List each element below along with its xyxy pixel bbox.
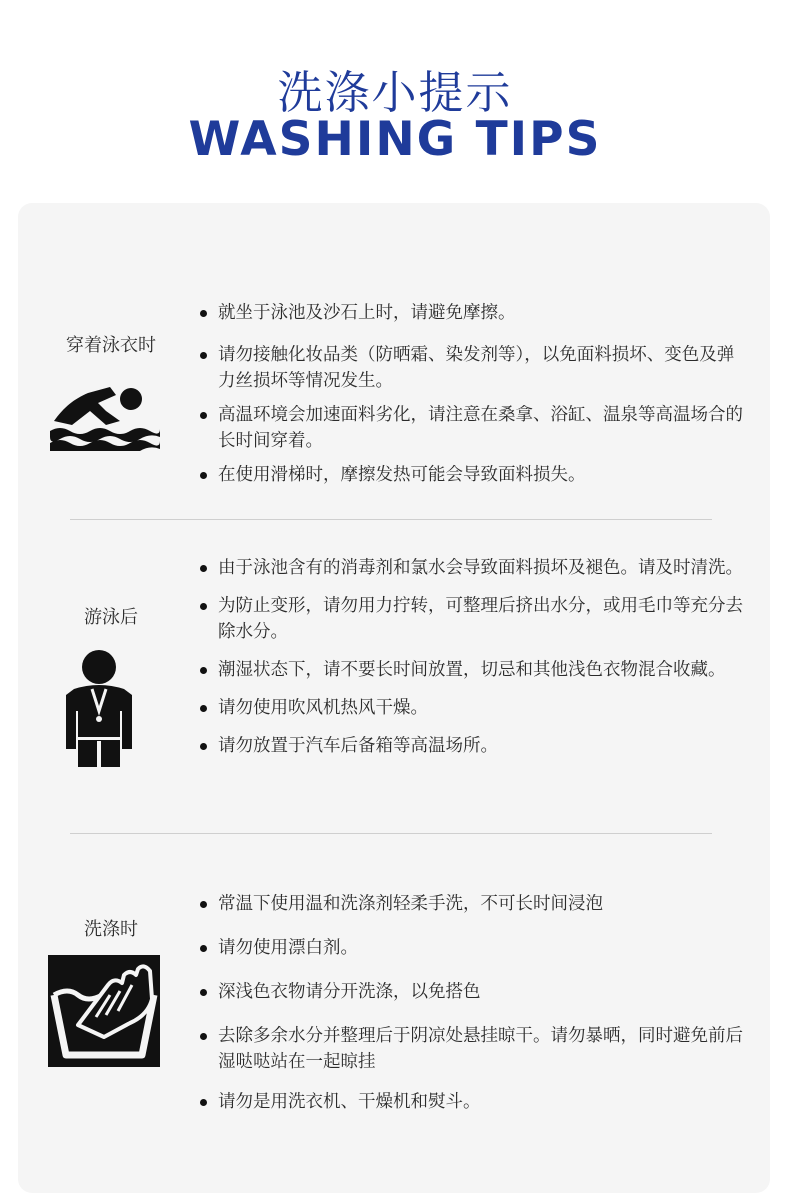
- tip-item: 由于泳池含有的消毒剂和氯水会导致面料损坏及褪色。请及时清洗。: [196, 555, 751, 581]
- tips-list-washing: [196, 891, 751, 1115]
- tip-item: 为防止变形，请勿用力拧转，可整理后挤出水分，或用毛巾等充分去除水分。: [196, 593, 751, 645]
- hand-wash-icon: [48, 955, 160, 1067]
- section-label: 洗涤时: [84, 919, 138, 940]
- tips-card: [18, 203, 770, 1193]
- tip-item: 请勿使用吹风机热风干燥。: [196, 695, 751, 721]
- tip-item: 就坐于泳池及沙石上时，请避免摩擦。: [196, 300, 751, 326]
- section-label: 游泳后: [84, 607, 138, 628]
- tip-item: 请勿是用洗衣机、干燥机和熨斗。: [196, 1089, 751, 1115]
- page-header: [0, 0, 790, 200]
- tip-item: 请勿使用漂白剂。: [196, 935, 751, 961]
- tip-item: 请勿接触化妆品类（防晒霜、染发剂等），以免面料损坏、变色及弹力丝损坏等情况发生。: [196, 342, 751, 394]
- tip-item: 潮湿状态下，请不要长时间放置，切忌和其他浅色衣物混合收藏。: [196, 657, 751, 683]
- tip-item: 去除多余水分并整理后于阴凉处悬挂晾干。请勿暴晒，同时避免前后湿哒哒站在一起晾挂: [196, 1023, 751, 1075]
- section-washing: [18, 835, 770, 1193]
- section-label: 穿着泳衣时: [66, 335, 156, 356]
- tip-item: 深浅色衣物请分开洗涤，以免搭色: [196, 979, 751, 1005]
- tip-item: 请勿放置于汽车后备箱等高温场所。: [196, 733, 751, 759]
- tips-list-after-swim: [196, 555, 751, 759]
- section-divider: [70, 519, 712, 520]
- tip-item: 高温环境会加速面料劣化，请注意在桑拿、浴缸、温泉等高温场合的长时间穿着。: [196, 402, 751, 454]
- section-after-swim: [18, 521, 770, 833]
- person-with-towel-icon: [64, 649, 134, 767]
- section-wearing: [18, 203, 770, 521]
- tip-item: 在使用滑梯时，摩擦发热可能会导致面料损失。: [196, 462, 751, 488]
- title-chinese: 洗涤小提示: [277, 66, 513, 119]
- section-divider: [70, 833, 712, 834]
- title-english: WASHING TIPS: [188, 112, 602, 167]
- tips-list-wearing: [196, 300, 751, 488]
- swimmer-icon: [46, 381, 162, 451]
- tip-item: 常温下使用温和洗涤剂轻柔手洗，不可长时间浸泡: [196, 891, 751, 917]
